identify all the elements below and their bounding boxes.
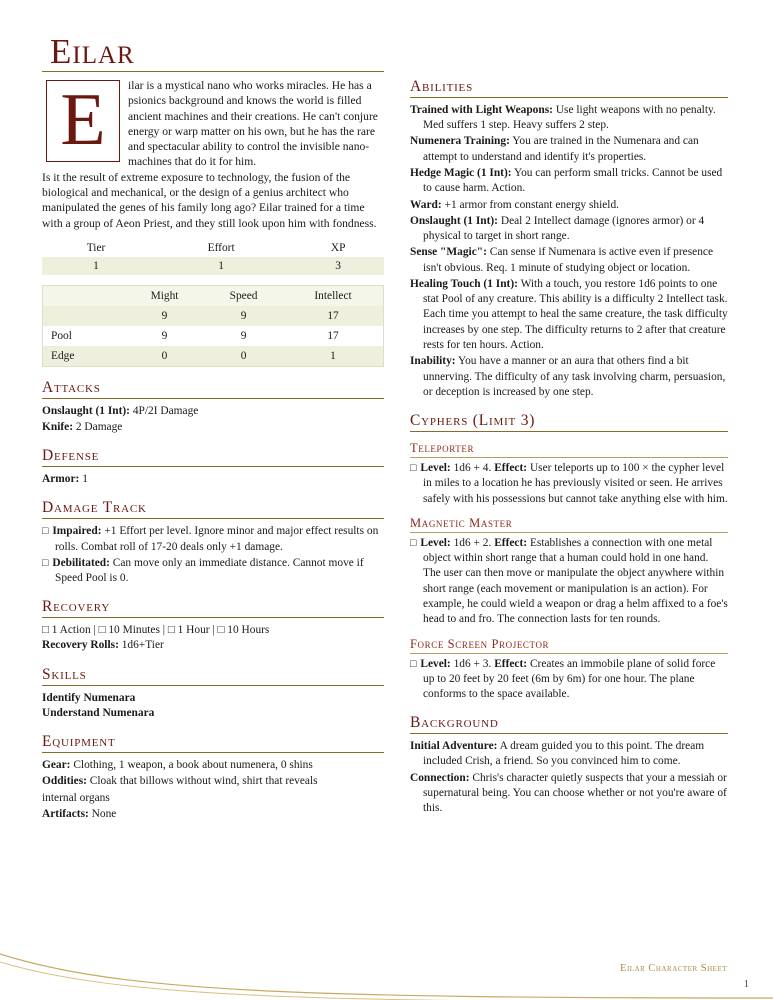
title-divider bbox=[42, 71, 384, 72]
pools-panel bbox=[42, 285, 384, 367]
subsection-divider bbox=[410, 532, 728, 533]
cell-might: 9 bbox=[161, 329, 168, 342]
recovery-options[interactable]: □ 1 Action | □ 10 Minutes | □ 1 Hour | □ 10 Hours bbox=[42, 624, 270, 637]
header-might: Might bbox=[150, 289, 179, 302]
intro-paragraph-1: ilar is a mystical nano who works miracles. He has a psionics background and knows the world is filled ancient machines and their creations. He can't conjure energy or warp matter on his own, but he has the rare and spectacular ability to control the invisible nano-machines that do it for him. bbox=[128, 79, 378, 169]
cell-speed: 0 bbox=[240, 349, 247, 362]
page-title: Eilar bbox=[50, 32, 135, 71]
item-text: 2 Damage bbox=[75, 421, 123, 434]
section-title-attacks: Attacks bbox=[42, 378, 101, 396]
character-intro bbox=[42, 78, 384, 231]
cypher-entry bbox=[410, 536, 728, 628]
checkbox-impaired[interactable] bbox=[42, 525, 52, 537]
table-row bbox=[43, 346, 383, 366]
item-text: Chris's character quietly suspects that your a messiah or supernatural being. You can choose whether or not you're aware of this. bbox=[423, 771, 727, 815]
item-label: Connection: bbox=[410, 771, 470, 784]
cell-intellect: 17 bbox=[327, 329, 339, 342]
two-column-layout bbox=[42, 34, 733, 823]
list-item bbox=[410, 771, 728, 817]
section-divider bbox=[42, 752, 384, 753]
section-title-background: Background bbox=[410, 714, 499, 732]
header-tier: Tier bbox=[86, 241, 106, 254]
list-item-continuation: internal organs bbox=[42, 791, 110, 804]
item-text: None bbox=[91, 807, 117, 820]
cypher-name-teleporter: Teleporter bbox=[410, 440, 475, 455]
item-label: Onslaught (1 Int): bbox=[42, 404, 130, 417]
list-item bbox=[410, 134, 728, 165]
value-xp: 3 bbox=[335, 259, 341, 272]
header-xp: XP bbox=[330, 241, 346, 254]
list-item bbox=[410, 103, 728, 134]
item-label: Artifacts: bbox=[42, 807, 89, 820]
list-item bbox=[42, 404, 384, 419]
cypher-entry bbox=[410, 461, 728, 507]
level-label: Level: bbox=[420, 536, 451, 549]
list-item bbox=[410, 198, 728, 213]
item-label: Initial Adventure: bbox=[410, 740, 498, 753]
header-speed: Speed bbox=[229, 289, 258, 302]
effect-label: Effect: bbox=[494, 461, 528, 474]
level-label: Level: bbox=[420, 657, 451, 670]
effect-text: Establishes a connection with one metal object within short range that a human could hold in one hand. The user can then move or manipulate the object anywhere within short range (each movement or manipulation is an action). For example, he could wield a weapon or drag a helm affixed to a foe's head to and fro. The connection lasts for ten rounds. bbox=[423, 536, 728, 626]
recovery-block bbox=[42, 623, 384, 654]
item-text: Cloak that billows without wind, shirt that reveals bbox=[89, 775, 318, 788]
item-label: Knife: bbox=[42, 421, 74, 434]
pools-table bbox=[43, 286, 383, 366]
item-text: +1 Effort per level. Ignore minor and major effect results on rolls. Combat roll of 17-20 deals only +1 damage. bbox=[55, 525, 379, 553]
cell-might: 0 bbox=[161, 349, 168, 362]
subsection-divider bbox=[410, 653, 728, 654]
section-divider bbox=[410, 97, 728, 98]
footer-title: Eilar Character Sheet bbox=[620, 963, 727, 974]
row-label: Pool bbox=[51, 329, 72, 342]
header-effort: Effort bbox=[207, 241, 235, 254]
header-blank bbox=[43, 286, 125, 306]
drop-cap: E bbox=[46, 80, 120, 162]
right-column bbox=[410, 34, 728, 823]
section-divider bbox=[410, 733, 728, 734]
item-text: Can move only an immediate distance. Cannot move if Speed Pool is 0. bbox=[55, 556, 364, 585]
defense-list bbox=[42, 472, 384, 487]
item-text: 1 bbox=[82, 473, 88, 486]
skills-list bbox=[42, 691, 384, 722]
level-label: Level: bbox=[420, 461, 451, 474]
section-title-equipment: Equipment bbox=[42, 733, 116, 751]
effect-text: Creates an immobile plane of solid force up to 20 feet by 20 feet (6m by 6m) for one hour. The plane conforms to the space available. bbox=[423, 657, 716, 701]
list-item bbox=[42, 420, 384, 435]
tier-effort-xp-table bbox=[42, 239, 384, 275]
list-item: Understand Numenara bbox=[42, 706, 155, 719]
level-value: 1d6 + 4. bbox=[453, 461, 492, 474]
checkbox-debilitated[interactable] bbox=[42, 557, 52, 569]
subsection-divider bbox=[410, 457, 728, 458]
item-label: Healing Touch (1 Int): bbox=[410, 277, 518, 290]
item-text: With a touch, you restore 1d6 points to one stat Pool of any creature. This ability is a difficulty 2 Intellect task. Each time you attempt to heal the same creature, the task difficulty increases by one step. The difficulty returns to 2 after that creature rests for ten hours. Action. bbox=[423, 277, 728, 352]
section-divider bbox=[42, 685, 384, 686]
section-title-abilities: Abilities bbox=[410, 78, 473, 95]
table-row bbox=[42, 257, 384, 275]
list-item bbox=[410, 277, 728, 353]
effect-label: Effect: bbox=[494, 657, 528, 670]
list-item bbox=[410, 739, 728, 770]
item-label: Gear: bbox=[42, 758, 71, 771]
list-item bbox=[42, 556, 384, 587]
item-label: Impaired: bbox=[52, 525, 102, 538]
item-label: Inability: bbox=[410, 355, 456, 368]
effect-text: User teleports up to 100 × the cypher level in miles to a location he has previously visited or seen. He arrives safely with his possessions but cannot take anything else with him. bbox=[423, 461, 728, 505]
page-footer bbox=[0, 940, 773, 1000]
list-item bbox=[410, 214, 728, 245]
item-label: Trained with Light Weapons: bbox=[410, 103, 553, 116]
table-row bbox=[43, 326, 383, 346]
table-row bbox=[43, 306, 383, 326]
item-text: Can sense if Numenara is active even if presence isn't obvious. Req. 1 minute of studying object or location. bbox=[423, 246, 714, 274]
item-label: Debilitated: bbox=[52, 556, 110, 569]
value-tier: 1 bbox=[93, 259, 99, 272]
list-item bbox=[42, 472, 384, 487]
effect-label: Effect: bbox=[494, 536, 528, 549]
checkbox-cypher[interactable] bbox=[410, 537, 420, 549]
section-title-cyphers: Cyphers (Limit 3) bbox=[410, 412, 536, 430]
section-title-recovery: Recovery bbox=[42, 598, 111, 616]
cypher-name-force-screen-projector: Force Screen Projector bbox=[410, 636, 550, 651]
list-item bbox=[42, 774, 384, 789]
section-divider bbox=[42, 617, 384, 618]
cell-speed: 9 bbox=[240, 309, 247, 322]
level-value: 1d6 + 2. bbox=[453, 536, 492, 549]
list-item bbox=[42, 524, 384, 555]
cell-might: 9 bbox=[161, 309, 168, 322]
header-intellect: Intellect bbox=[314, 289, 352, 302]
cypher-entry bbox=[410, 657, 728, 703]
item-text: You can perform small tricks. Cannot be used to cause harm. Action. bbox=[423, 166, 723, 195]
item-text: You are trained in the Numenara and can attempt to understand and identify it's properties. bbox=[423, 135, 699, 163]
level-value: 1d6 + 3. bbox=[453, 657, 492, 670]
item-label: Hedge Magic (1 Int): bbox=[410, 166, 512, 179]
recovery-rolls-value: 1d6+Tier bbox=[121, 639, 164, 652]
cell-speed: 9 bbox=[240, 329, 247, 342]
item-text: Deal 2 Intellect damage (ignores armor) or 4 physical to target in short range. bbox=[423, 214, 705, 243]
section-divider bbox=[410, 431, 728, 432]
table-header-row bbox=[42, 239, 384, 257]
table-header-row bbox=[43, 286, 383, 306]
footer-flourish-icon bbox=[0, 948, 773, 1000]
list-item bbox=[42, 807, 384, 822]
left-column bbox=[42, 34, 384, 823]
item-label: Onslaught (1 Int): bbox=[410, 214, 498, 227]
item-text: You have a manner or an aura that others find a bit unnerving. The difficulty of any task involving charm, persuasion, or deception is increased by one step. bbox=[423, 355, 726, 398]
item-text: A dream guided you to this point. The dream included Crish, a friend. So you convinced him to come. bbox=[423, 740, 705, 768]
item-label: Numenera Training: bbox=[410, 135, 510, 148]
damage-track-list bbox=[42, 524, 384, 586]
attacks-list bbox=[42, 404, 384, 436]
recovery-rolls-label: Recovery Rolls: bbox=[42, 639, 119, 652]
item-label: Oddities: bbox=[42, 775, 87, 788]
section-title-skills: Skills bbox=[42, 665, 87, 683]
recovery-rolls bbox=[42, 638, 384, 653]
list-item bbox=[410, 354, 728, 400]
background-list bbox=[410, 739, 728, 816]
cypher-detail bbox=[410, 461, 728, 507]
intro-paragraph-2: Is it the result of extreme exposure to technology, the fusion of the biological and mechanical, or the design of a genius architect who manipulated the genes of his family long ago? Eilar trained for a time with a group of Aeon Priest, and they still look upon him with fondness. bbox=[42, 170, 377, 230]
list-item: Identify Numenara bbox=[42, 691, 136, 704]
checkbox-cypher[interactable] bbox=[410, 658, 420, 670]
checkbox-cypher[interactable] bbox=[410, 462, 420, 474]
section-divider bbox=[42, 398, 384, 399]
item-label: Sense "Magic": bbox=[410, 246, 487, 259]
item-text: 4P/2I Damage bbox=[132, 404, 199, 417]
cypher-detail bbox=[410, 657, 728, 703]
cypher-detail bbox=[410, 536, 728, 628]
cypher-name-magnetic-master: Magnetic Master bbox=[410, 515, 513, 530]
section-divider bbox=[42, 518, 384, 519]
item-label: Armor: bbox=[42, 473, 80, 486]
item-text: +1 armor from constant energy shield. bbox=[444, 198, 620, 211]
section-divider bbox=[42, 466, 384, 467]
item-text: Clothing, 1 weapon, a book about numenera, 0 shins bbox=[73, 758, 313, 771]
equipment-list bbox=[42, 758, 384, 822]
item-label: Ward: bbox=[410, 198, 442, 211]
value-effort: 1 bbox=[218, 259, 224, 272]
abilities-list bbox=[410, 103, 728, 400]
row-label bbox=[43, 306, 125, 326]
cell-intellect: 1 bbox=[330, 349, 336, 362]
section-title-damage-track: Damage Track bbox=[42, 499, 147, 517]
list-item bbox=[42, 758, 384, 773]
item-text: Use light weapons with no penalty. Med suffers 1 step. Heavy suffers 2 step. bbox=[423, 103, 716, 132]
list-item bbox=[410, 245, 728, 276]
page-number: 1 bbox=[743, 979, 749, 990]
row-label: Edge bbox=[51, 349, 75, 362]
section-title-defense: Defense bbox=[42, 447, 100, 465]
cell-intellect: 17 bbox=[327, 309, 339, 322]
list-item bbox=[410, 166, 728, 197]
